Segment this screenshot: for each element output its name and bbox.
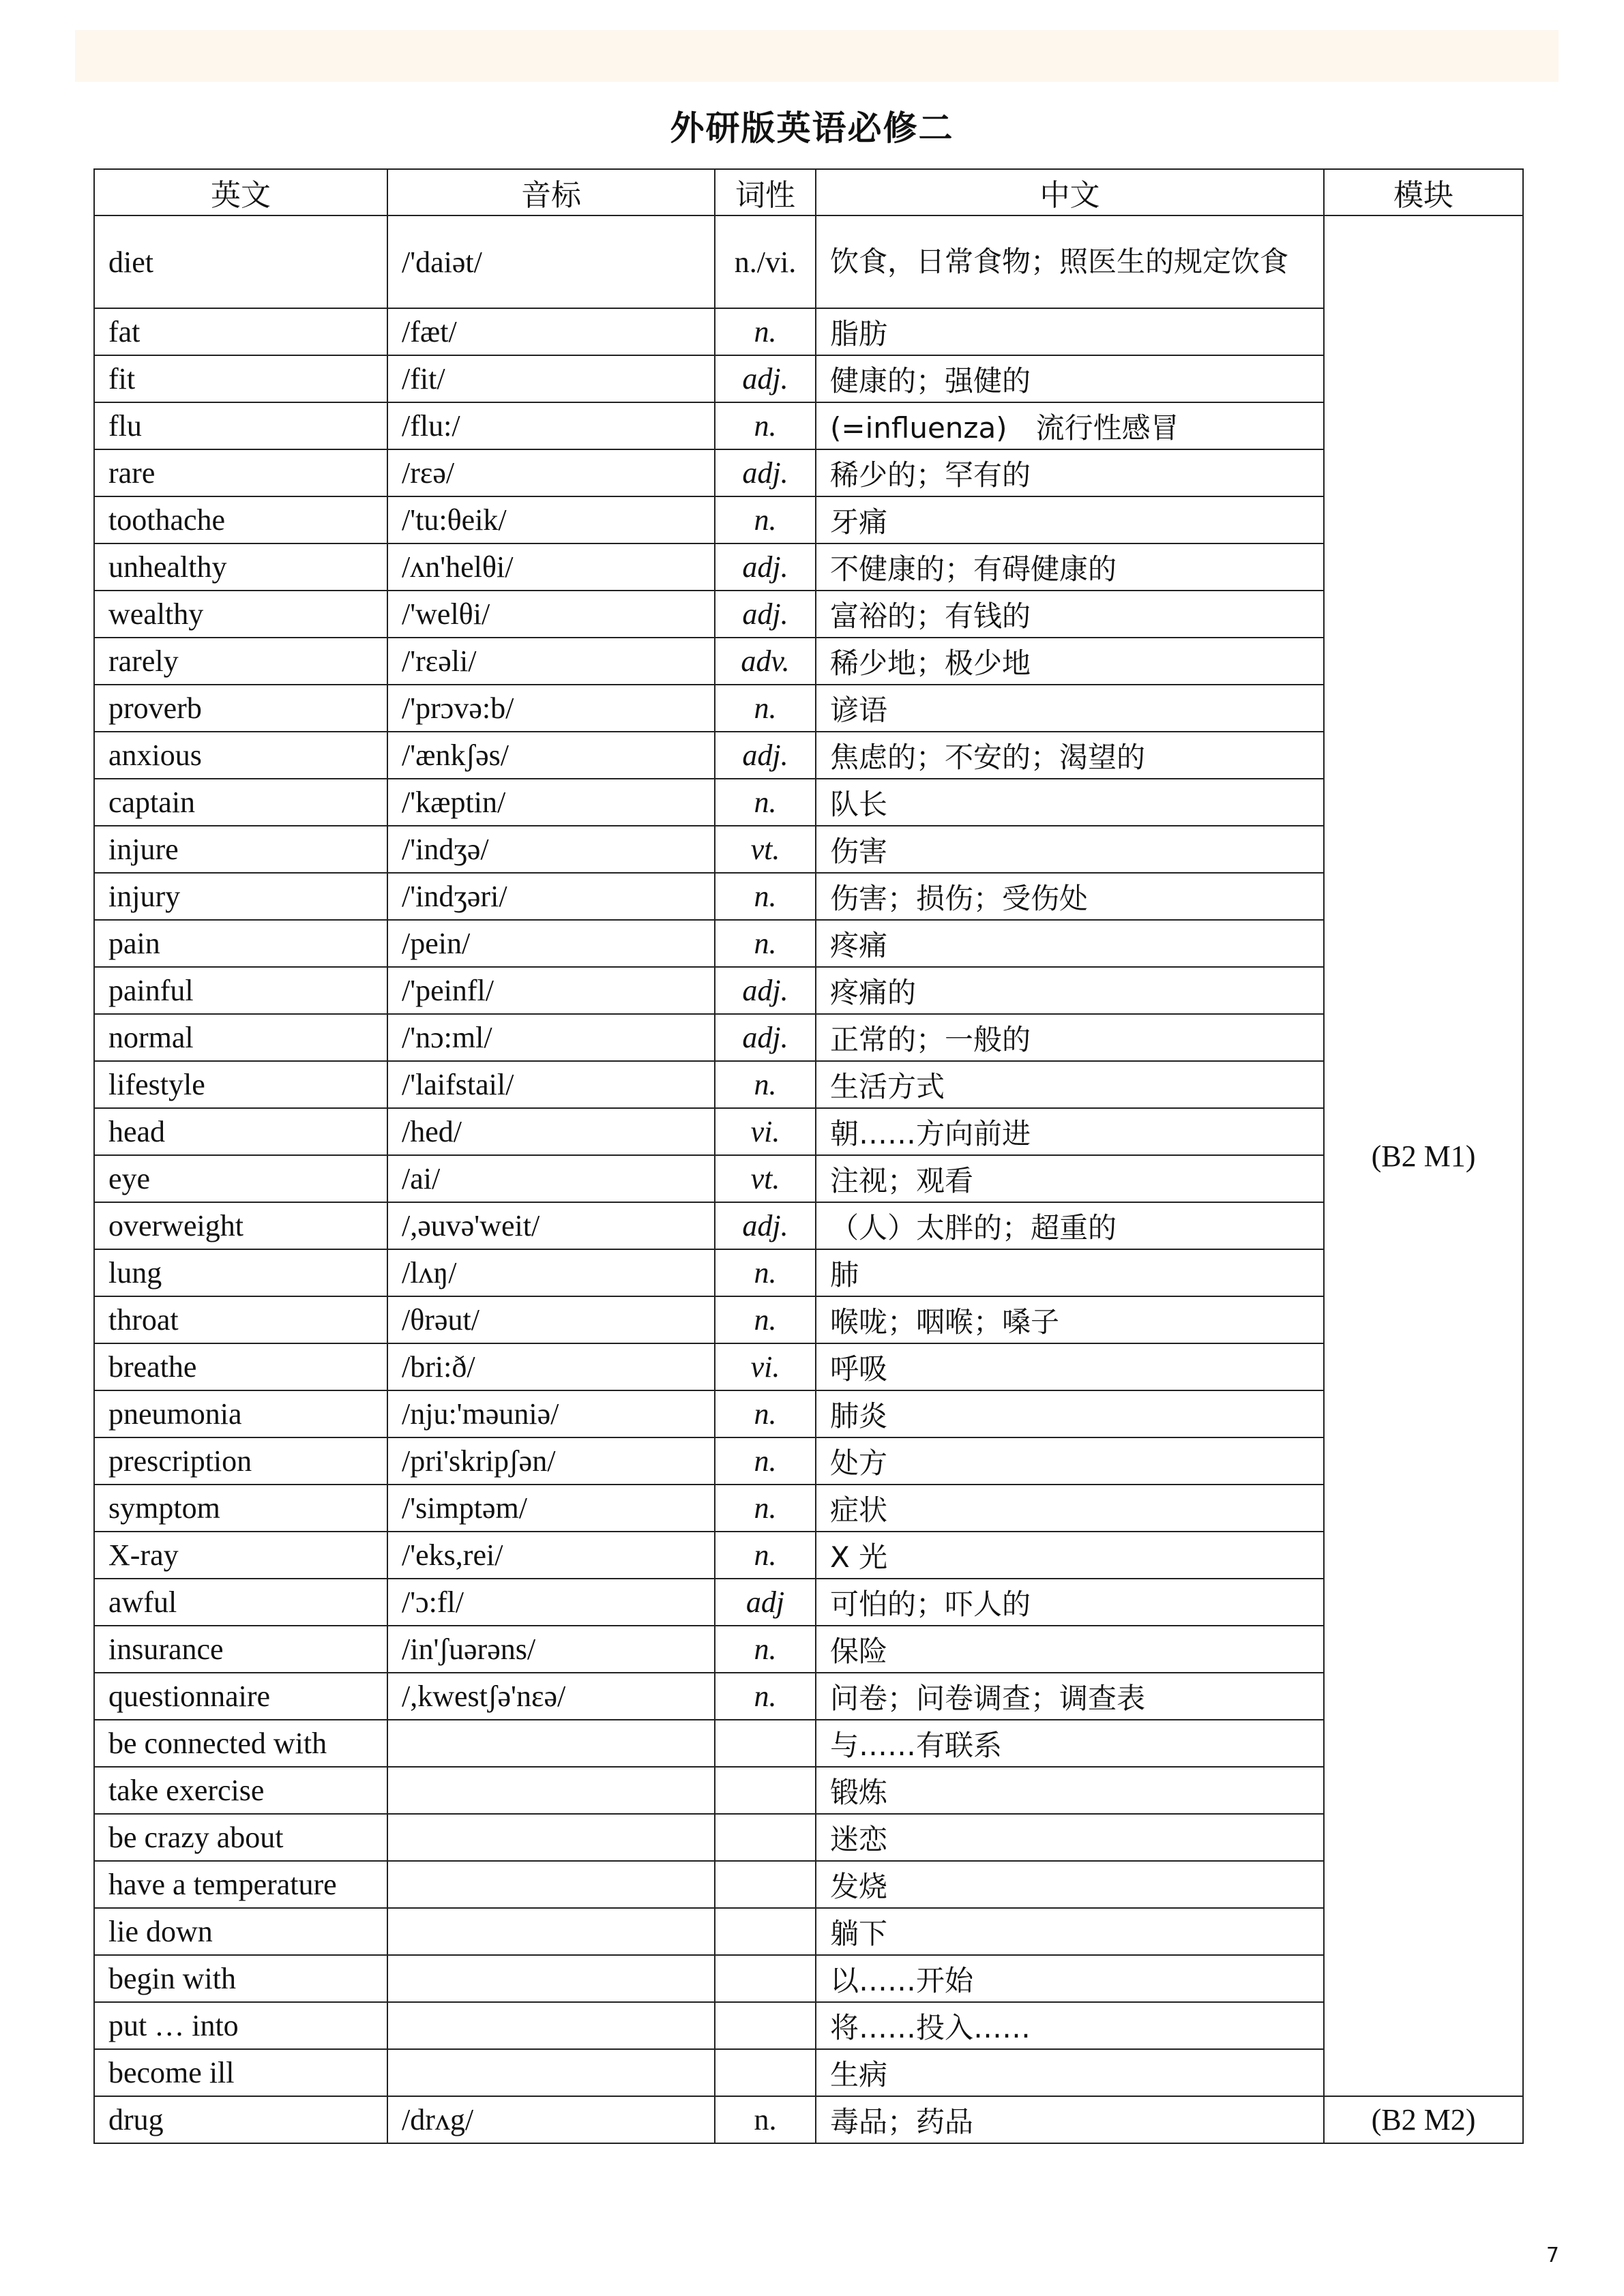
table-row	[94, 1155, 1523, 1202]
header-english: 英文	[94, 169, 387, 215]
table-row	[94, 543, 1523, 591]
table-row	[94, 2096, 1523, 2143]
word-phonetic: /'peinfl/	[387, 967, 715, 1014]
word-english: head	[94, 1108, 387, 1155]
word-pos: n.	[715, 1296, 816, 1343]
word-english: throat	[94, 1296, 387, 1343]
word-chinese: （人）太胖的；超重的	[816, 1202, 1324, 1249]
table-row	[94, 1814, 1523, 1861]
word-chinese: 正常的；一般的	[816, 1014, 1324, 1061]
word-chinese: 将……投入……	[816, 2002, 1324, 2049]
word-chinese: 注视；观看	[816, 1155, 1324, 1202]
module-cell: (B2 M2)	[1324, 2096, 1523, 2143]
word-chinese: 生活方式	[816, 1061, 1324, 1108]
word-phonetic: /lʌŋ/	[387, 1249, 715, 1296]
word-chinese: 毒品；药品	[816, 2096, 1324, 2143]
table-row	[94, 1767, 1523, 1814]
word-pos: n./vi.	[715, 215, 816, 308]
word-phonetic: /'rεəli/	[387, 638, 715, 685]
table-row	[94, 826, 1523, 873]
word-english: flu	[94, 402, 387, 449]
word-pos: adj	[715, 1579, 816, 1626]
table-row	[94, 1437, 1523, 1485]
word-phonetic: /flu:/	[387, 402, 715, 449]
word-phonetic: /'nɔ:ml/	[387, 1014, 715, 1061]
word-pos: adv.	[715, 638, 816, 685]
word-pos: n.	[715, 779, 816, 826]
word-phonetic: /in'ʃuərəns/	[387, 1626, 715, 1673]
word-english: awful	[94, 1579, 387, 1626]
word-phonetic: /'eks,rei/	[387, 1532, 715, 1579]
word-pos: adj.	[715, 355, 816, 402]
table-row	[94, 1014, 1523, 1061]
word-english: symptom	[94, 1485, 387, 1532]
table-row	[94, 732, 1523, 779]
word-chinese: 锻炼	[816, 1767, 1324, 1814]
word-pos: n.	[715, 1485, 816, 1532]
table-row	[94, 591, 1523, 638]
word-pos: n.	[715, 1390, 816, 1437]
word-chinese: 保险	[816, 1626, 1324, 1673]
word-chinese: 焦虑的；不安的；渴望的	[816, 732, 1324, 779]
word-english: breathe	[94, 1343, 387, 1390]
table-row	[94, 1061, 1523, 1108]
word-chinese: 肺炎	[816, 1390, 1324, 1437]
word-english: fit	[94, 355, 387, 402]
word-pos	[715, 1720, 816, 1767]
word-pos	[715, 1955, 816, 2002]
word-phonetic: /ʌn'helθi/	[387, 543, 715, 591]
module-cell: (B2 M1)	[1324, 215, 1523, 2096]
word-english: wealthy	[94, 591, 387, 638]
word-phonetic: /'simptəm/	[387, 1485, 715, 1532]
table-row	[94, 1343, 1523, 1390]
page-number: 7	[1546, 2243, 1559, 2267]
table-row	[94, 1202, 1523, 1249]
word-phonetic: /pri'skripʃən/	[387, 1437, 715, 1485]
table-row	[94, 920, 1523, 967]
word-pos: n.	[715, 402, 816, 449]
table-row	[94, 1249, 1523, 1296]
word-chinese: 稀少地；极少地	[816, 638, 1324, 685]
word-phonetic: /'laifstail/	[387, 1061, 715, 1108]
vocabulary-table	[93, 168, 1524, 2144]
word-chinese: 疼痛	[816, 920, 1324, 967]
word-phonetic	[387, 1720, 715, 1767]
word-phonetic: /'kæptin/	[387, 779, 715, 826]
table-row	[94, 2002, 1523, 2049]
word-phonetic: /bri:ð/	[387, 1343, 715, 1390]
word-english: anxious	[94, 732, 387, 779]
word-chinese: 肺	[816, 1249, 1324, 1296]
word-chinese: 可怕的；吓人的	[816, 1579, 1324, 1626]
word-english: be crazy about	[94, 1814, 387, 1861]
word-english: take exercise	[94, 1767, 387, 1814]
word-english: prescription	[94, 1437, 387, 1485]
table-row	[94, 355, 1523, 402]
word-english: rare	[94, 449, 387, 496]
word-pos: adj.	[715, 1202, 816, 1249]
word-pos: n.	[715, 2096, 816, 2143]
word-phonetic: /pein/	[387, 920, 715, 967]
word-english: pneumonia	[94, 1390, 387, 1437]
word-pos: n.	[715, 873, 816, 920]
word-english: injure	[94, 826, 387, 873]
word-english: become ill	[94, 2049, 387, 2096]
word-english: lung	[94, 1249, 387, 1296]
word-english: painful	[94, 967, 387, 1014]
word-pos: adj.	[715, 543, 816, 591]
word-pos	[715, 1767, 816, 1814]
table-row	[94, 1626, 1523, 1673]
word-pos: adj.	[715, 449, 816, 496]
word-pos: n.	[715, 1626, 816, 1673]
word-phonetic	[387, 1908, 715, 1955]
table-row	[94, 1579, 1523, 1626]
word-chinese: 迷恋	[816, 1814, 1324, 1861]
word-english: unhealthy	[94, 543, 387, 591]
table-row	[94, 967, 1523, 1014]
word-chinese: 伤害	[816, 826, 1324, 873]
word-english: questionnaire	[94, 1673, 387, 1720]
word-chinese: 谚语	[816, 685, 1324, 732]
word-chinese: 喉咙；咽喉；嗓子	[816, 1296, 1324, 1343]
word-chinese: (=influenza) 流行性感冒	[816, 402, 1324, 449]
word-phonetic	[387, 1814, 715, 1861]
word-english: fat	[94, 308, 387, 355]
word-phonetic: /'welθi/	[387, 591, 715, 638]
word-phonetic	[387, 1767, 715, 1814]
word-phonetic	[387, 2002, 715, 2049]
word-english: toothache	[94, 496, 387, 543]
word-chinese: 健康的；强健的	[816, 355, 1324, 402]
word-chinese: 生病	[816, 2049, 1324, 2096]
word-pos	[715, 2002, 816, 2049]
table-row	[94, 1485, 1523, 1532]
word-phonetic: /'indʒə/	[387, 826, 715, 873]
word-phonetic: /,əuvə'weit/	[387, 1202, 715, 1249]
word-phonetic: /drʌg/	[387, 2096, 715, 2143]
table-row	[94, 496, 1523, 543]
table-row	[94, 685, 1523, 732]
word-english: insurance	[94, 1626, 387, 1673]
word-phonetic	[387, 2049, 715, 2096]
word-english: drug	[94, 2096, 387, 2143]
word-english: proverb	[94, 685, 387, 732]
word-chinese: 症状	[816, 1485, 1324, 1532]
word-chinese: 问卷；问卷调查；调查表	[816, 1673, 1324, 1720]
word-phonetic	[387, 1861, 715, 1908]
word-english: lifestyle	[94, 1061, 387, 1108]
word-chinese: 富裕的；有钱的	[816, 591, 1324, 638]
word-pos: n.	[715, 308, 816, 355]
word-phonetic	[387, 1955, 715, 2002]
word-english: have a temperature	[94, 1861, 387, 1908]
table-row	[94, 1108, 1523, 1155]
word-chinese: 脂肪	[816, 308, 1324, 355]
word-chinese: 牙痛	[816, 496, 1324, 543]
word-chinese: 以……开始	[816, 1955, 1324, 2002]
header-pos: 词性	[715, 169, 816, 215]
word-phonetic: /,kwestʃə'nεə/	[387, 1673, 715, 1720]
word-phonetic: /'tu:θeik/	[387, 496, 715, 543]
word-pos: vi.	[715, 1108, 816, 1155]
table-row	[94, 873, 1523, 920]
word-english: normal	[94, 1014, 387, 1061]
table-row	[94, 1390, 1523, 1437]
word-pos: n.	[715, 1249, 816, 1296]
word-english: begin with	[94, 1955, 387, 2002]
word-english: lie down	[94, 1908, 387, 1955]
word-phonetic: /'ɔ:fl/	[387, 1579, 715, 1626]
word-pos: n.	[715, 496, 816, 543]
word-chinese: 疼痛的	[816, 967, 1324, 1014]
table-row	[94, 1861, 1523, 1908]
table-row	[94, 1955, 1523, 2002]
word-pos: adj.	[715, 591, 816, 638]
word-english: injury	[94, 873, 387, 920]
word-phonetic: /hed/	[387, 1108, 715, 1155]
word-english: captain	[94, 779, 387, 826]
word-pos: n.	[715, 1437, 816, 1485]
table-row	[94, 638, 1523, 685]
word-chinese: 朝……方向前进	[816, 1108, 1324, 1155]
header-phonetic: 音标	[387, 169, 715, 215]
word-phonetic: /'daiət/	[387, 215, 715, 308]
table-row	[94, 402, 1523, 449]
word-pos	[715, 2049, 816, 2096]
word-phonetic: /'ænkʃəs/	[387, 732, 715, 779]
word-phonetic: /fæt/	[387, 308, 715, 355]
word-english: X-ray	[94, 1532, 387, 1579]
word-chinese: 呼吸	[816, 1343, 1324, 1390]
table-row	[94, 2049, 1523, 2096]
word-phonetic: /nju:'məuniə/	[387, 1390, 715, 1437]
table-row	[94, 1296, 1523, 1343]
word-pos: adj.	[715, 967, 816, 1014]
word-phonetic: /'prɔvə:b/	[387, 685, 715, 732]
word-pos: n.	[715, 1061, 816, 1108]
table-row	[94, 1673, 1523, 1720]
table-header-row	[94, 169, 1523, 215]
word-pos: vt.	[715, 826, 816, 873]
word-pos: vi.	[715, 1343, 816, 1390]
word-pos: n.	[715, 685, 816, 732]
word-pos: n.	[715, 920, 816, 967]
word-pos	[715, 1861, 816, 1908]
word-pos	[715, 1908, 816, 1955]
word-chinese: 与……有联系	[816, 1720, 1324, 1767]
table-row	[94, 1720, 1523, 1767]
word-chinese: 发烧	[816, 1861, 1324, 1908]
word-chinese: 不健康的；有碍健康的	[816, 543, 1324, 591]
word-english: overweight	[94, 1202, 387, 1249]
word-phonetic: /rεə/	[387, 449, 715, 496]
table-row	[94, 779, 1523, 826]
header-band	[75, 30, 1559, 82]
word-phonetic: /ai/	[387, 1155, 715, 1202]
word-chinese: 队长	[816, 779, 1324, 826]
table-row	[94, 215, 1523, 308]
word-pos: n.	[715, 1673, 816, 1720]
word-english: rarely	[94, 638, 387, 685]
word-pos: n.	[715, 1532, 816, 1579]
word-chinese: 稀少的；罕有的	[816, 449, 1324, 496]
table-row	[94, 1908, 1523, 1955]
table-row	[94, 449, 1523, 496]
word-chinese: X 光	[816, 1532, 1324, 1579]
word-english: diet	[94, 215, 387, 308]
word-pos: adj.	[715, 1014, 816, 1061]
word-english: eye	[94, 1155, 387, 1202]
word-pos: adj.	[715, 732, 816, 779]
word-phonetic: /'indʒəri/	[387, 873, 715, 920]
word-chinese: 伤害；损伤；受伤处	[816, 873, 1324, 920]
page-title: 外研版英语必修二	[670, 108, 954, 148]
table-row	[94, 308, 1523, 355]
word-chinese: 处方	[816, 1437, 1324, 1485]
word-english: put … into	[94, 2002, 387, 2049]
word-english: be connected with	[94, 1720, 387, 1767]
word-english: pain	[94, 920, 387, 967]
word-pos	[715, 1814, 816, 1861]
header-module: 模块	[1324, 169, 1523, 215]
word-chinese: 饮食，日常食物；照医生的规定饮食	[816, 215, 1324, 308]
word-chinese: 躺下	[816, 1908, 1324, 1955]
word-phonetic: /θrəut/	[387, 1296, 715, 1343]
table-row	[94, 1532, 1523, 1579]
word-phonetic: /fit/	[387, 355, 715, 402]
header-chinese: 中文	[816, 169, 1324, 215]
word-pos: vt.	[715, 1155, 816, 1202]
